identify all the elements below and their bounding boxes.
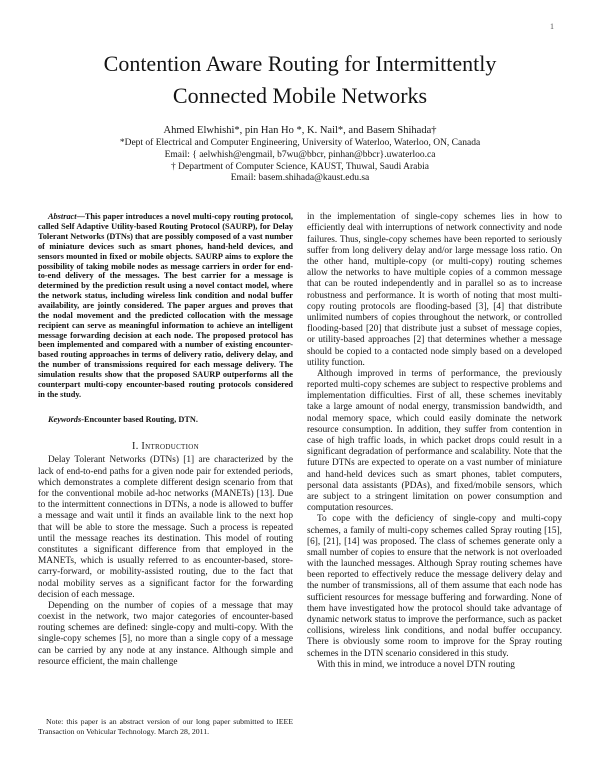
- keywords-text: -Encounter based Routing, DTN.: [81, 414, 198, 424]
- abstract-text: —This paper introduces a novel multi-copy routing protocol, called Self Adaptive Utility-based Routing Protocol (SAURP), for Delay Tolerant Networks (DTNs) that are possibly composed of a vast number of miniature devices such as smart phones, hand-held devices, and sensors mounted in fixed or mobile objects. SAURP aims to explore the possibility of taking mobile nodes as message carriers in order for end-to-end delivery of the messages. The best carrier for a message is determined by the prediction result using a novel contact model, where the network status, including wireless link condition and nodal buffer availability, are jointly considered. The paper argues and proves that the nodal movement and the predicted collocation with the message recipient can serve as meaningful information to achieve an intelligent message forwarding decision at each node. The proposed protocol has been implemented and compared with a number of existing encounter-based routing approaches in terms of delivery ratio, delivery delay, and the number of transmissions required for each message delivery. The simulation results show that the proposed SAURP outperforms all the counterpart multi-copy encounter-based routing protocols considered in the study.: [38, 212, 293, 399]
- abstract-lead-in: Abstract: [48, 212, 77, 222]
- section-heading-introduction: I. Introduction: [132, 441, 199, 453]
- right-column: [307, 212, 562, 736]
- right-paragraph-4: With this in mind, we introduce a novel DTN routing: [317, 659, 515, 670]
- page-number: 1: [550, 22, 554, 31]
- intro-paragraph-1: Delay Tolerant Networks (DTNs) [1] are characterized by the lack of end-to-end paths for a given node pair for extended periods, which demonstrates a complete different design scenario from that for the conventional mobile ad-hoc networks (MANETs) [13]. Due to the intermittent connections in DTNs, a node is allowed to buffer a message and wait until it finds an available link to the next hop that will be able to store the message. Such a process is repeated until the message reaches its destination. This model of routing constitutes a significant difference from that employed in the MANETs, which is usually referred to as encounter-based, store-carry-forward, or mobility-assisted routing, due to the fact that nodal mobility serves as a significant factor for the forwarding decision of each message.: [38, 455, 293, 600]
- abstract-paragraph: [38, 212, 293, 399]
- footnote: Note: this paper is an abstract version of our long paper submitted to IEEE Transaction on Vehicular Technology. March 28, 2011.: [38, 716, 293, 736]
- keywords-paragraph: [38, 415, 293, 425]
- authors-line: Ahmed Elwhishi*, pin Han Ho *, K. Nail*, and Basem Shihada†: [163, 124, 437, 136]
- affiliation-block: [0, 138, 600, 186]
- affiliation-2: † Department of Computer Science, KAUST, Thuwal, Saudi Arabia: [171, 161, 429, 172]
- right-paragraph-2: Although improved in terms of performance, the previously reported multi-copy schemes are subject to respective problems and implementation difficulties. First of all, these schemes inevitably take a large amount of nodal energy, transmission bandwidth, and nodal memory space, which could easily dominate the network resource consumption. In addition, they suffer from contention in case of high traffic loads, in which packet drops could result in a significant degradation of performance and scalability. Note that the future DTNs are expected to operate on a vast number of miniature and hand-held devices such as smart phones, tablet computers, personal data assistants (PDAs), and fixed/mobile sensors, which are subject to a stringent limitation on power consumption and computation resources.: [307, 368, 562, 514]
- paper-title-line2: Connected Mobile Networks: [172, 82, 428, 108]
- email-line-1: Email: { aelwhish@engmail, b7wu@bbcr, pinhan@bbcr}.uwaterloo.ca: [164, 149, 436, 160]
- right-paragraph-1: in the implementation of single-copy schemes lies in how to efficiently deal with interruptions of network connectivity and node failures. Thus, single-copy schemes have been reported to seriously suffer from long delivery delay and/or large message loss ratio. On the other hand, multiple-copy (or multi-copy) routing schemes allow the networks to have multiple copies of a common message that can be routed independently and in parallel so as to increase robustness and performance. It is worth of noting that most multi-copy routing protocols are flooding-based [3], [4] that distribute unlimited numbers of copies throughout the network, or controlled flooding-based [20] that distribute just a subset of message copies, or utility-based approaches [2] that determines whether a message should be copied to a contacted node simply based on a developed utility function.: [307, 212, 562, 368]
- paper-header: [0, 0, 600, 185]
- paper-title: [60, 48, 540, 112]
- two-column-body: [0, 212, 600, 736]
- affiliation-1: *Dept of Electrical and Computer Engineering, University of Waterloo, Waterloo, ON, Canada: [119, 137, 481, 148]
- right-paragraph-3: To cope with the deficiency of single-copy and multi-copy schemes, a family of multi-copy schemes called Spray routing [15], [6], [21], [14] was proposed. The class of schemes generate only a small number of copies to ensure that the network is not overloaded with the launched messages. Although Spray routing schemes have been reported to effectively reduce the message delivery delay and the number of transmissions, all of them assume that each node has sufficient resources for message buffering and forwarding. None of them have investigated how the protocol should take advantage of dynamic network status to improve the performance, such as packet collisions, wireless link conditions, and nodal buffer occupancy. There is obviously some room to improve for the Spray routing schemes in the DTN scenario considered in this study.: [307, 514, 562, 659]
- email-line-2: Email: basem.shihada@kaust.edu.sa: [230, 173, 370, 184]
- left-column: [38, 212, 293, 736]
- intro-paragraph-2: Depending on the number of copies of a message that may coexist in the network, two major categories of encounter-based routing schemes are defined: single-copy and multi-copy. With the single-copy schemes [5], no more than a single copy of a message can be carried by any node at any instance. Although simple and resource efficient, the main challenge: [38, 600, 293, 667]
- keywords-lead-in: Keywords: [48, 414, 82, 424]
- paper-title-line1: Contention Aware Routing for Intermittently: [103, 51, 497, 76]
